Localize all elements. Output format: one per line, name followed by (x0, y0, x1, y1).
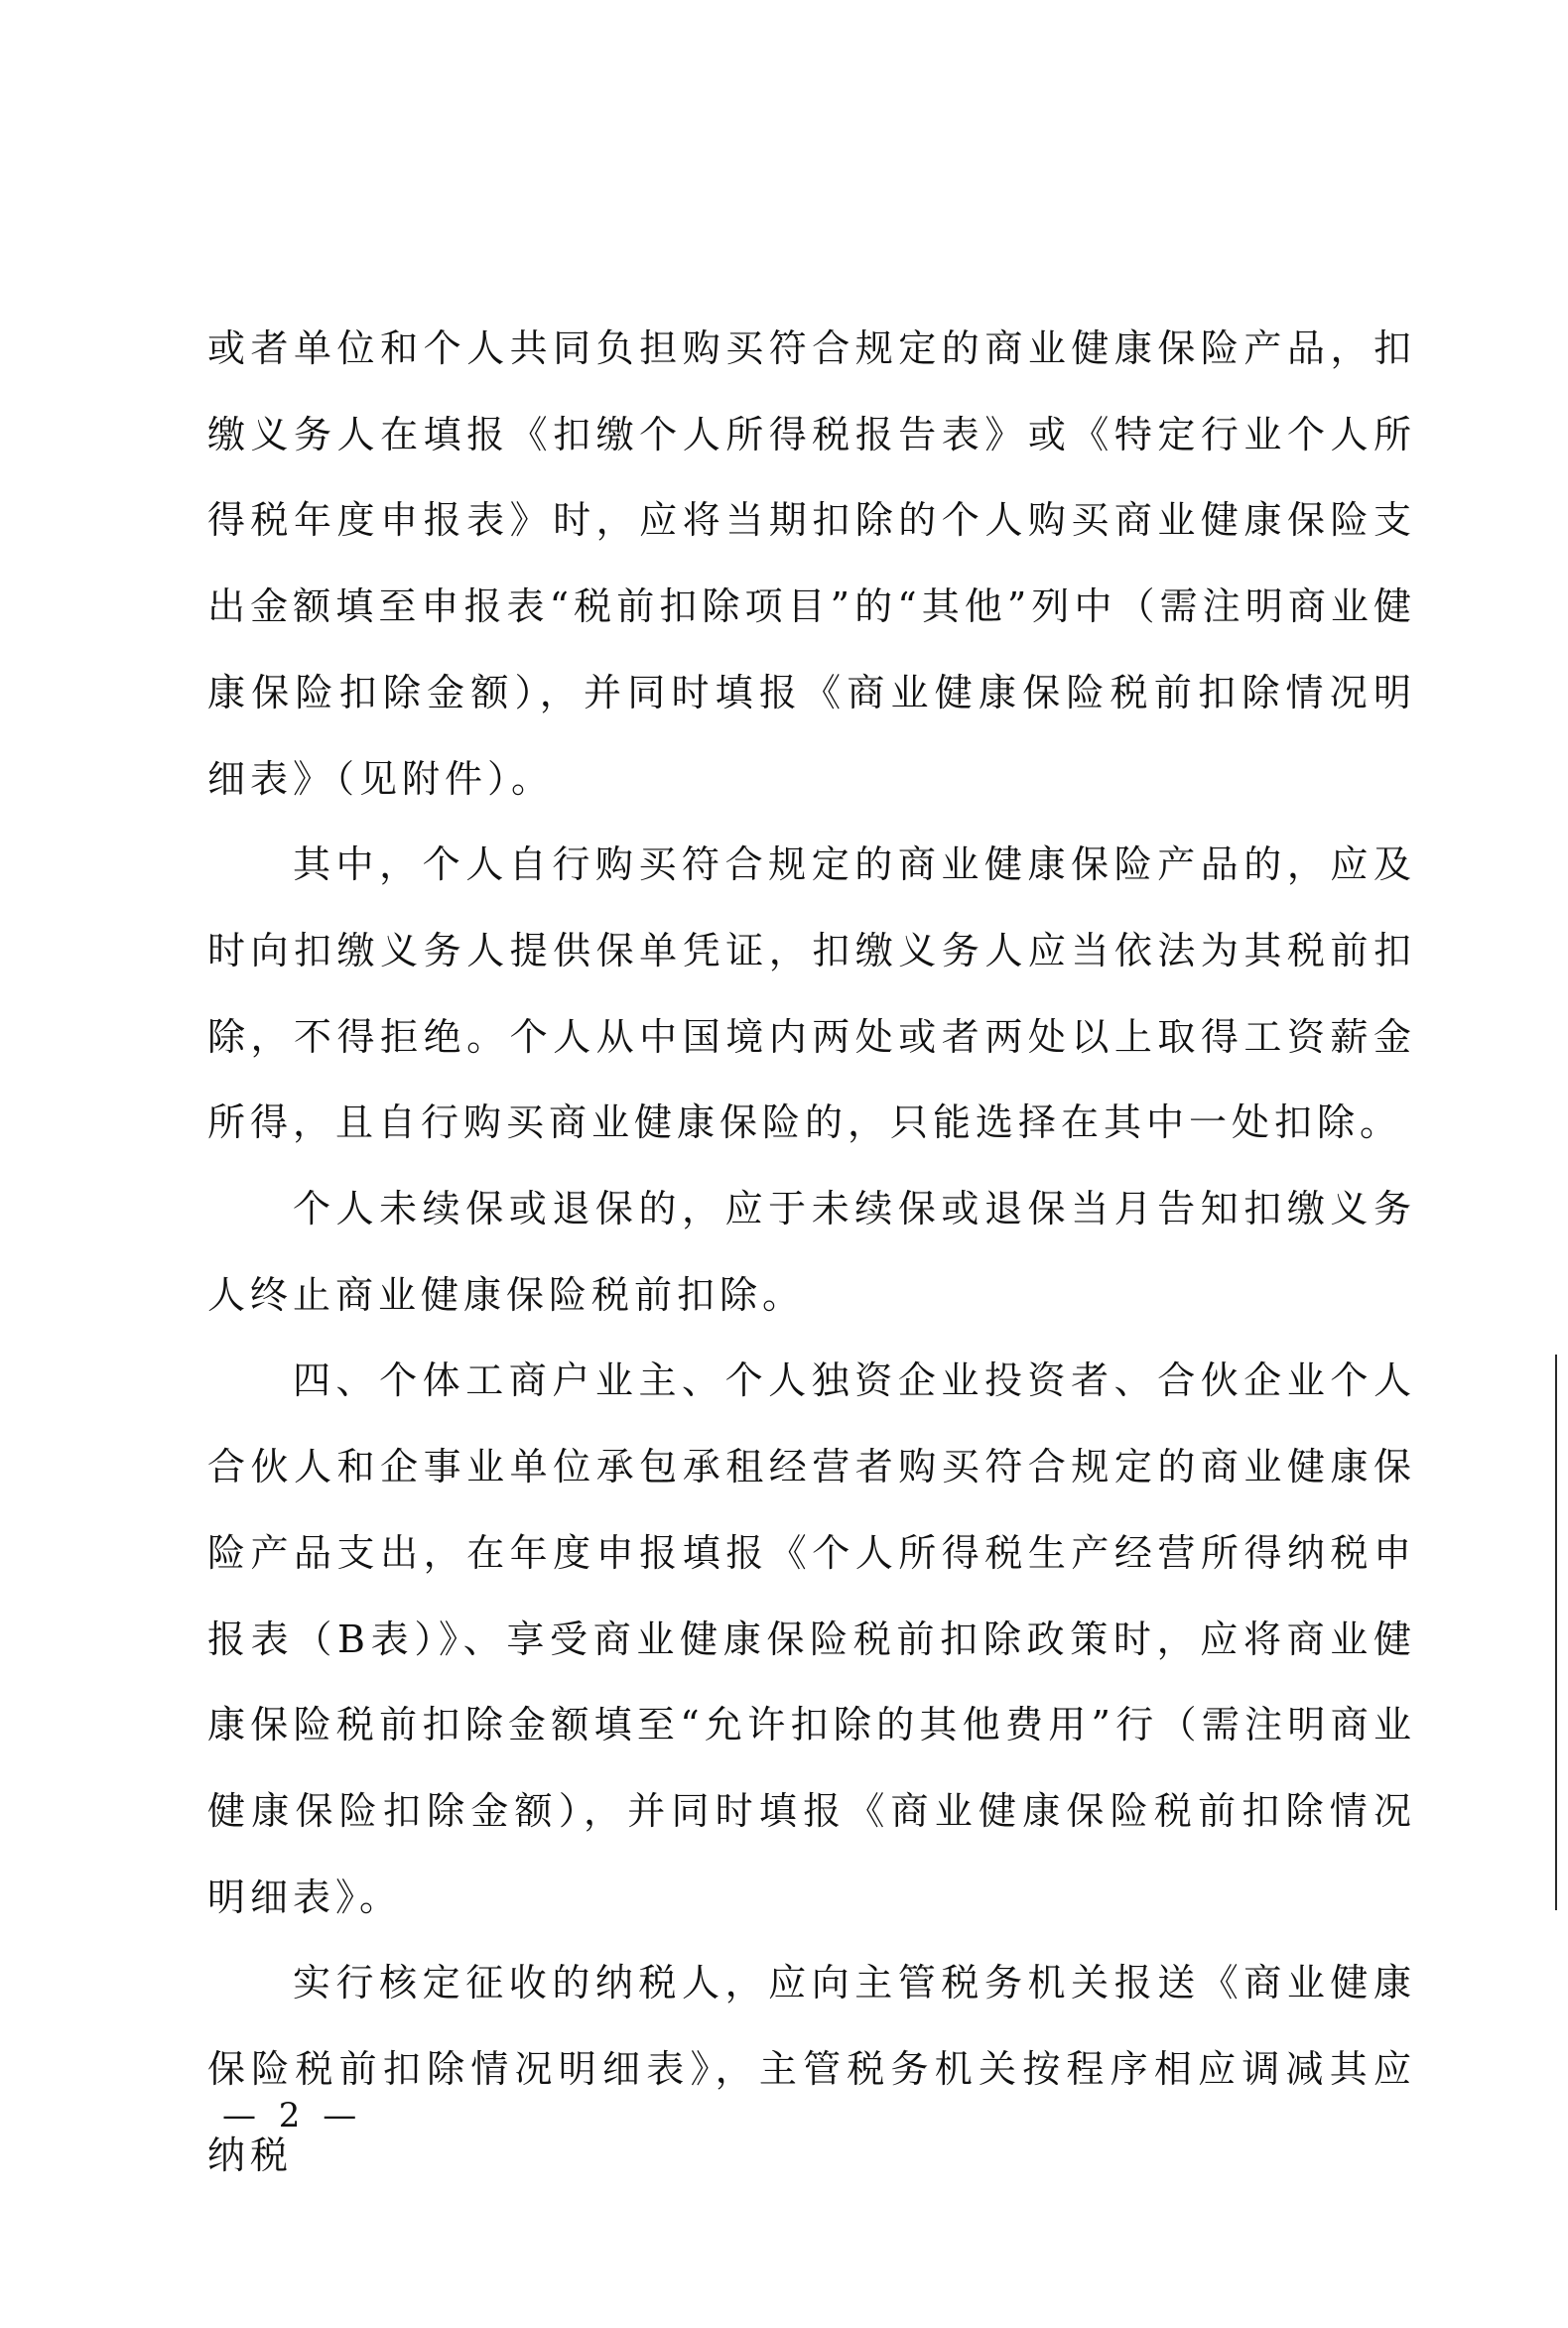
paragraph-3: 个人未续保或退保的，应于未续保或退保当月告知扣缴义务人终止商业健康保险税前扣除。 (207, 1187, 1416, 1317)
paragraph-2: 其中，个人自行购买符合规定的商业健康保险产品的，应及时向扣缴义务人提供保单凭证，扣缴义务人应当依法为其税前扣除，不得拒绝。个人从中国境内两处或者两处以上取得工资薪金所得，且自行购买商业健康保险的，只能选择在其中一处扣除。 (207, 842, 1416, 1145)
body-text (207, 306, 1416, 2198)
paragraph-1: 或者单位和个人共同负担购买符合规定的商业健康保险产品，扣缴义务人在填报《扣缴个人所得税报告表》或《特定行业个人所得税年度申报表》时，应将当期扣除的个人购买商业健康保险支出金额填至申报表“税前扣除项目”的“其他”列中（需注明商业健康保险扣除金额），并同时填报《商业健康保险税前扣除情况明细表》（见附件）。 (207, 326, 1416, 801)
scan-edge-line (1555, 1355, 1557, 1910)
page-number: — 2 — (222, 2096, 363, 2135)
paragraph-5: 实行核定征收的纳税人，应向主管税务机关报送《商业健康保险税前扣除情况明细表》，主管税务机关按程序相应调减其应纳税 (207, 1961, 1416, 2177)
paragraph-4: 四、个体工商户业主、个人独资企业投资者、合伙企业个人合伙人和企事业单位承包承租经营者购买符合规定的商业健康保险产品支出，在年度申报填报《个人所得税生产经营所得纳税申报表（B表）》、享受商业健康保险税前扣除政策时，应将商业健康保险税前扣除金额填至“允许扣除的其他费用”行（需注明商业健康保险扣除金额），并同时填报《商业健康保险税前扣除情况明细表》。 (207, 1358, 1416, 1919)
